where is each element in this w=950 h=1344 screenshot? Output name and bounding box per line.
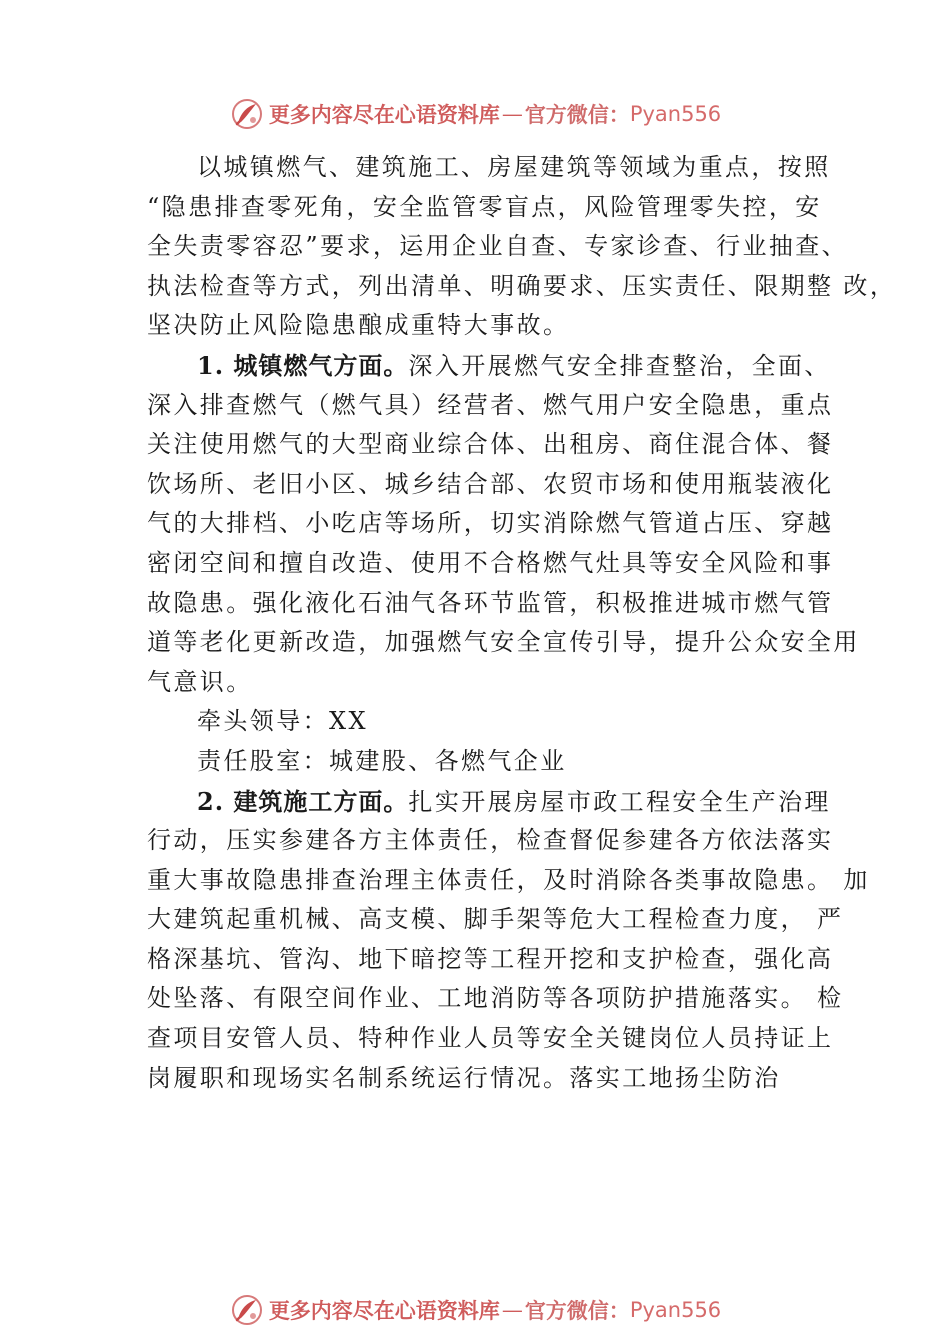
watermark-wechat-id: Pyan556 — [629, 1298, 722, 1322]
responsible-office-line: 责任股室：城建股、各燃气企业 — [197, 746, 567, 775]
paragraph-line: 格深基坑、管沟、地下暗挖等工程开挖和支护检查，强化高 — [147, 944, 834, 973]
watermark-wechat-id: Pyan556 — [629, 102, 722, 126]
paragraph-line: 处坠落、有限空间作业、工地消防等各项防护措施落实。 检 — [147, 984, 844, 1013]
section-heading-gas: 1. 城镇燃气方面。 — [197, 350, 409, 380]
paragraph-text: 深入开展燃气安全排查整治，全面、 — [408, 351, 831, 380]
paragraph-line: 全失责零容忍”要求，运用企业自查、专家诊查、行业抽查、 — [147, 232, 849, 261]
lotus-pen-logo-icon — [229, 96, 265, 132]
paragraph-text: 扎实开展房屋市政工程安全生产治理 — [408, 787, 831, 816]
lead-official-line: 牵头领导：XX — [197, 707, 368, 736]
paragraph-line: 故隐患。强化液化石油气各环节监管，积极推进城市燃气管 — [147, 588, 834, 617]
watermark-dash: — — [501, 102, 523, 126]
paragraph-line — [147, 346, 831, 386]
lotus-pen-logo-icon — [229, 1292, 265, 1328]
section-heading-construction: 2. 建筑施工方面。 — [197, 786, 409, 816]
paragraph-line: 道等老化更新改造，加强燃气安全宣传引导，提升公众安全用 — [147, 628, 860, 657]
paragraph-line: 岗履职和现场实名制系统运行情况。落实工地扬尘防治 — [147, 1063, 781, 1092]
paragraph-line: 气意识。 — [147, 667, 253, 696]
watermark-official-label: 官方微信： — [524, 102, 630, 127]
paragraph-line: 执法检查等方式，列出清单、明确要求、压实责任、限期整 改， — [147, 271, 897, 300]
paragraph-line: 大建筑起重机械、高支模、脚手架等危大工程检查力度， 严 — [147, 905, 844, 934]
paragraph-line — [147, 782, 831, 822]
watermark-brand-text: 更多内容尽在心语资料库 — [268, 102, 500, 127]
paragraph-line: 行动，压实参建各方主体责任，检查督促参建各方依法落实 — [147, 826, 834, 855]
watermark-dash: — — [501, 1298, 523, 1322]
watermark-banner-top — [0, 94, 950, 134]
paragraph-line: 重大事故隐患排查治理主体责任，及时消除各类事故隐患。 加 — [147, 865, 870, 894]
watermark-banner-bottom — [0, 1290, 950, 1330]
document-body — [147, 148, 897, 1098]
paragraph-line: 查项目安管人员、特种作业人员等安全关键岗位人员持证上 — [147, 1024, 834, 1053]
paragraph-line: 气的大排档、小吃店等场所，切实消除燃气管道占压、穿越 — [147, 509, 834, 538]
paragraph-line: 饮场所、老旧小区、城乡结合部、农贸市场和使用瓶装液化 — [147, 469, 834, 498]
paragraph-line: 关注使用燃气的大型商业综合体、出租房、商住混合体、餐 — [147, 430, 834, 459]
paragraph-line: 密闭空间和擅自改造、使用不合格燃气灶具等安全风险和事 — [147, 548, 834, 577]
paragraph-line: 深入排查燃气（燃气具）经营者、燃气用户安全隐患，重点 — [147, 390, 834, 419]
paragraph-line: 坚决防止风险隐患酿成重特大事故。 — [147, 311, 570, 340]
paragraph-line: “隐患排查零死角，安全监管零盲点，风险管理零失控，安 — [147, 192, 822, 221]
watermark-brand-text: 更多内容尽在心语资料库 — [268, 1298, 500, 1323]
paragraph-line: 以城镇燃气、建筑施工、房屋建筑等领域为重点，按照 — [197, 153, 831, 181]
watermark-official-label: 官方微信： — [524, 1298, 630, 1323]
